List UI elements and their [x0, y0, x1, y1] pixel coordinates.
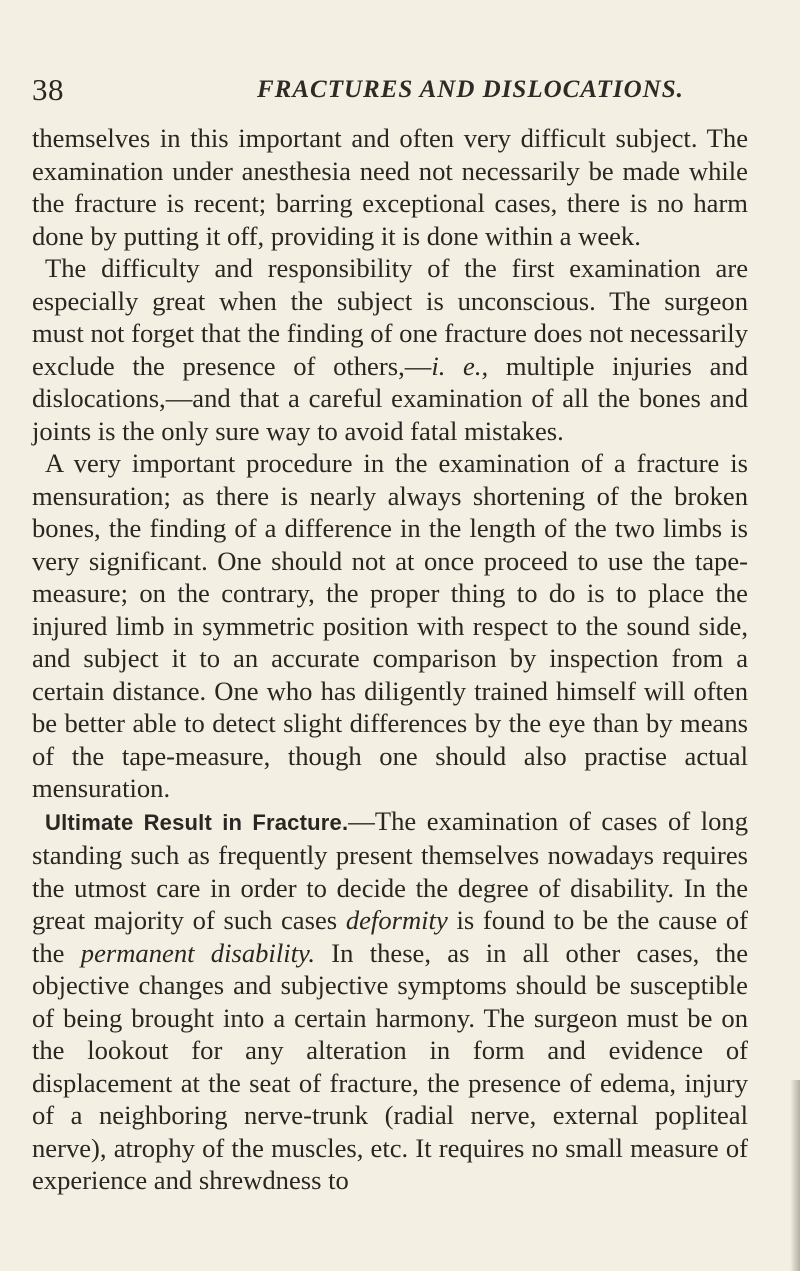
paragraph-4 [32, 805, 748, 1197]
paragraph-4-text-c: In these, as in all other cases, the objective changes and subjective symptoms should be susceptible of being brought into a certain harmony. The surgeon must be on the lookout for any alteration in form and evidence of displacement at the seat of fracture, the presence of edema, injury of a neighboring nerve-trunk (radial nerve, external popliteal nerve), atrophy of the muscles, etc. It requires no small measure of experience and shrewdness to [32, 937, 748, 1195]
paragraph-1 [32, 122, 748, 252]
emphasis-permanent-disability: permanent disability. [80, 937, 315, 968]
ie-abbreviation: i. e., [431, 350, 489, 381]
paragraph-1-text: themselves in this important and often very difficult subject. The examination under anesthesia need not necessarily be made while the fracture is recent; barring exceptional cases, there is no harm done by putting it off, providing it is done within a week. [32, 123, 748, 251]
page-edge-shadow [790, 1080, 800, 1271]
paragraph-4-text-a: —The examination of cases of long standing such as frequently present themselves nowadays requires the utmost care in order to decide the degree of disability. In the great majority of such cases [32, 805, 748, 935]
paragraph-3 [32, 447, 748, 805]
paragraph-2-text-a: The difficulty and responsibility of the first examination are especially great when the subject is unconscious. The surgeon must not forget that the finding of one fracture does not necessarily exclude the presence of others,— [32, 253, 748, 381]
paragraph-3-text: A very important procedure in the examination of a fracture is mensuration; as there is nearly always shortening of the broken bones, the finding of a difference in the length of the two limbs is very significant. One should not at once proceed to use the tape-measure; on the contrary, the proper thing to do is to place the injured limb in symmetric position with respect to the sound side, and subject it to an accurate comparison by inspection from a certain distance. One who has diligently trained himself will often be better able to detect slight differences by the eye than by means of the tape-measure, though one should also practise actual mensuration. [32, 448, 748, 803]
body-text [32, 122, 748, 1197]
paragraph-4-text-b: is found to be the cause of the [32, 905, 748, 968]
paragraph-2-text-b: multiple injuries and dislocations,—and that a careful examination of all the bones and joints is the only sure way to avoid fatal mistakes. [32, 350, 748, 446]
paragraph-2 [32, 252, 748, 447]
page-header [32, 70, 752, 110]
emphasis-deformity: deformity [345, 905, 448, 935]
running-title: FRACTURES AND DISLOCATIONS. [257, 76, 684, 103]
section-heading: Ultimate Result in Fracture. [45, 809, 349, 835]
page-number: 38 [32, 72, 64, 107]
